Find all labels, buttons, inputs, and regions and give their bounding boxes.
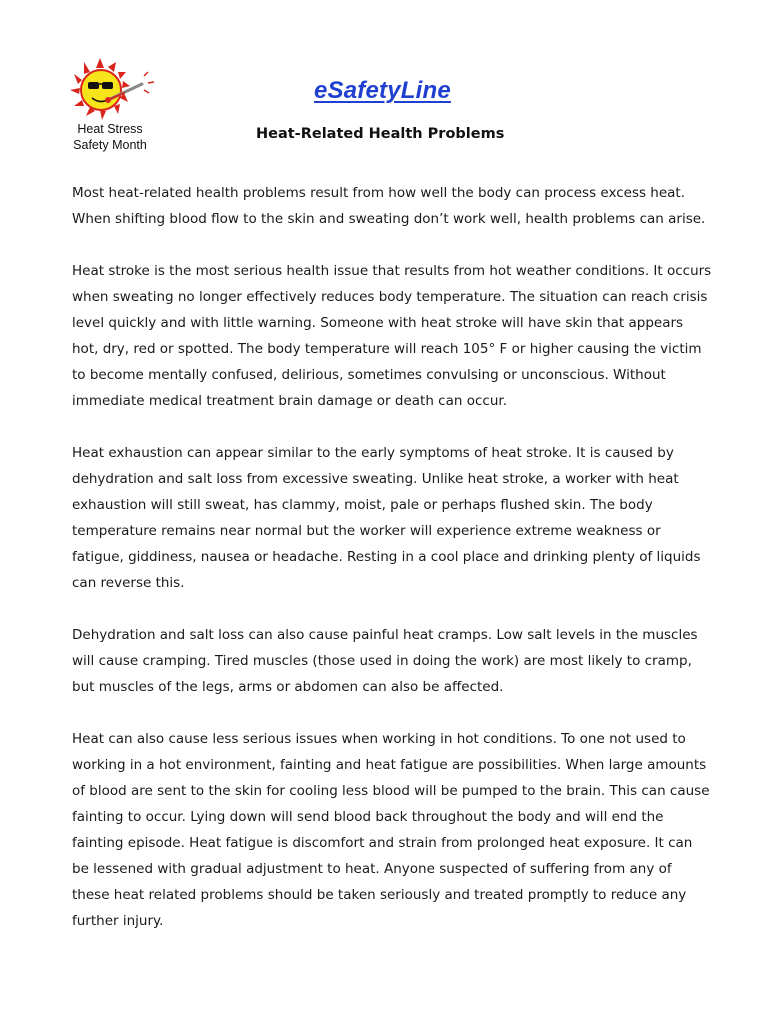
document-body: [72, 180, 712, 960]
logo-caption: [60, 121, 160, 153]
sun-with-thermometer-icon: [68, 56, 158, 126]
paragraph-heat-cramps: Dehydration and salt loss can also cause painful heat cramps. Low salt levels in the muscles will cause cramping. Tired muscles (those used in doing the work) are most likely to cramp, but muscles of the legs, arms or abdomen can also be affected.: [72, 627, 698, 695]
paragraph-heat-stroke: Heat stroke is the most serious health issue that results from hot weather conditions. It occurs when sweating no longer effectively reduces body temperature. The situation can reach crisis level quickly and with little warning. Someone with heat stroke will have skin that appears hot, dry, red or spotted. The body temperature will reach 105° F or higher causing the victim to become mentally confused, delirious, sometimes convulsing or unconscious. Without immediate medical treatment brain damage or death can occur.: [72, 263, 712, 409]
brand-link[interactable]: eSafetyLine: [314, 77, 451, 104]
paragraph-fainting-fatigue: Heat can also cause less serious issues when working in hot conditions. To one not used to working in a hot environment, fainting and heat fatigue are possibilities. When large amounts of blood are sent to the skin for cooling less blood will be pumped to the brain. This can cause fainting to occur. Lying down will send blood back throughout the body and will end the fainting episode. Heat fatigue is discomfort and strain from prolonged heat exposure. It can be lessened with gradual adjustment to heat. Anyone suspected of suffering from any of these heat related problems should be taken seriously and treated promptly to reduce any further injury.: [72, 731, 710, 929]
paragraph-heat-exhaustion: Heat exhaustion can appear similar to the early symptoms of heat stroke. It is caused by dehydration and salt loss from excessive sweating. Unlike heat stroke, a worker with heat exhaustion will still sweat, has clammy, moist, pale or perhaps flushed skin. The body temperature remains near normal but the worker will experience extreme weakness or fatigue, giddiness, nausea or headache. Resting in a cool place and drinking plenty of liquids can reverse this.: [72, 445, 701, 591]
paragraph-intro: Most heat-related health problems result from how well the body can process excess heat. When shifting blood flow to the skin and sweating don’t work well, health problems can arise.: [72, 185, 706, 227]
logo-caption-line2: Safety Month: [73, 138, 147, 152]
logo-caption-line1: Heat Stress: [77, 122, 143, 136]
page-title: Heat-Related Health Problems: [256, 126, 505, 142]
